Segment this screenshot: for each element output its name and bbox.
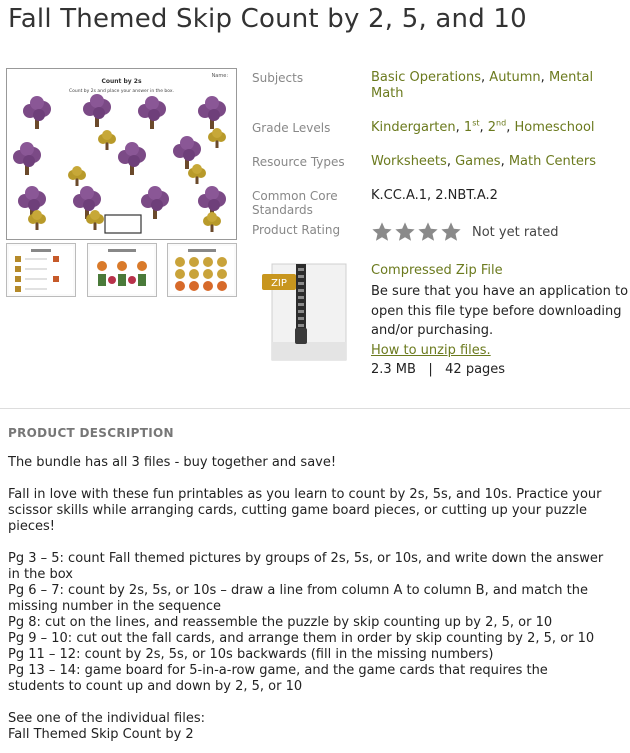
subjects-label: Subjects — [252, 71, 304, 85]
see-also-text: See one of the individual files: — [8, 711, 206, 726]
description-paragraph-2: Fall in love with these fun printables as you learn to count by 2s, 5s, and 10s. Practice your scissor skills while arranging cards, cutting game board pieces, or cutting up your puzzle pieces! — [8, 487, 602, 534]
grade-link-2nd[interactable]: 2nd — [487, 118, 507, 135]
list-item: Pg 8: cut on the lines, and reassemble the puzzle by skip counting up by 2, 5, or 10 — [8, 615, 553, 630]
common-core-label: Common Core Standards — [252, 189, 338, 217]
grade-levels-label: Grade Levels — [252, 121, 331, 135]
subject-link-autumn[interactable]: Autumn — [489, 70, 541, 85]
worksheet-name-label: Name: — [211, 73, 228, 79]
worksheet-title: Count by 2s — [101, 78, 142, 85]
description-paragraph-1: The bundle has all 3 files - buy together and save! — [8, 455, 337, 470]
main-preview-image[interactable] — [6, 68, 237, 240]
list-item: missing number in the sequence — [8, 599, 222, 614]
worksheet-thumbnail-icon — [7, 244, 75, 296]
resource-types-label: Resource Types — [252, 155, 345, 169]
list-item: in the box — [8, 567, 73, 582]
zip-file-icon — [262, 262, 348, 362]
product-description-heading: PRODUCT DESCRIPTION — [8, 426, 174, 440]
rating-status: Not yet rated — [472, 225, 559, 240]
file-stats — [371, 362, 505, 377]
rating-stars — [371, 221, 462, 243]
subject-link-mental-math[interactable]: Mental Math — [371, 70, 594, 101]
star-icon — [394, 221, 416, 243]
grade-link-homeschool[interactable]: Homeschool — [514, 120, 595, 135]
stats-separator: | — [428, 362, 433, 377]
file-type-note: Be sure that you have an application to open this file type before downloading and/or purchasing. — [371, 284, 629, 338]
resource-link-worksheets[interactable]: Worksheets — [371, 154, 447, 169]
description-page-list — [8, 551, 628, 695]
list-item: students to count up and down by 2, 5, or 10 — [8, 679, 303, 694]
grade-link-kindergarten[interactable]: Kindergarten — [371, 120, 456, 135]
preview-thumbnail-2[interactable] — [87, 243, 157, 297]
individual-file-link[interactable]: Fall Themed Skip Count by 2 — [8, 727, 194, 742]
puzzle-thumbnail-icon — [88, 244, 156, 296]
grade-levels-value: Kindergarten, 1st, 2nd, Homeschool — [371, 118, 595, 135]
preview-thumbnail-1[interactable] — [6, 243, 76, 297]
grade-link-1st[interactable]: 1st — [463, 118, 480, 135]
list-item: Pg 3 – 5: count Fall themed pictures by groups of 2s, 5s, or 10s, and write down the answer — [8, 551, 604, 566]
subjects-value: Basic Operations, Autumn, Mental Math — [371, 70, 594, 101]
page-title: Fall Themed Skip Count by 2, 5, and 10 — [8, 4, 527, 34]
product-rating-label: Product Rating — [252, 223, 341, 237]
list-item: Pg 6 – 7: count by 2s, 5s, or 10s – draw a line from column A to column B, and match the — [8, 583, 588, 598]
file-size: 2.3 MB — [371, 362, 416, 377]
subject-link-basic-operations[interactable]: Basic Operations — [371, 70, 482, 85]
zip-label: ZIP — [271, 278, 287, 289]
resource-link-math-centers[interactable]: Math Centers — [508, 154, 597, 169]
preview-thumbnail-3[interactable] — [167, 243, 237, 297]
common-core-value: K.CC.A.1, 2.NBT.A.2 — [371, 188, 498, 203]
section-divider — [0, 408, 630, 409]
list-item: Pg 9 – 10: cut out the fall cards, and arrange them in order by skip counting by 2, 5, or 10 — [8, 631, 595, 646]
page-count: 42 pages — [445, 362, 506, 377]
resource-types-value: Worksheets, Games, Math Centers — [371, 154, 597, 169]
autumn-trees-illustration — [7, 69, 236, 239]
list-item: Pg 11 – 12: count by 2s, 5s, or 10s backwards (fill in the missing numbers) — [8, 647, 494, 662]
star-icon — [440, 221, 462, 243]
worksheet-instructions: Count by 2s and place your answer in the box. — [69, 89, 174, 94]
star-icon — [417, 221, 439, 243]
resource-link-games[interactable]: Games — [455, 154, 501, 169]
list-item: Pg 13 – 14: game board for 5-in-a-row game, and the game cards that requires the — [8, 663, 548, 678]
unzip-help-link[interactable]: How to unzip files. — [371, 343, 491, 358]
file-type-title: Compressed Zip File — [371, 263, 503, 278]
cards-thumbnail-icon — [168, 244, 236, 296]
star-icon — [371, 221, 393, 243]
